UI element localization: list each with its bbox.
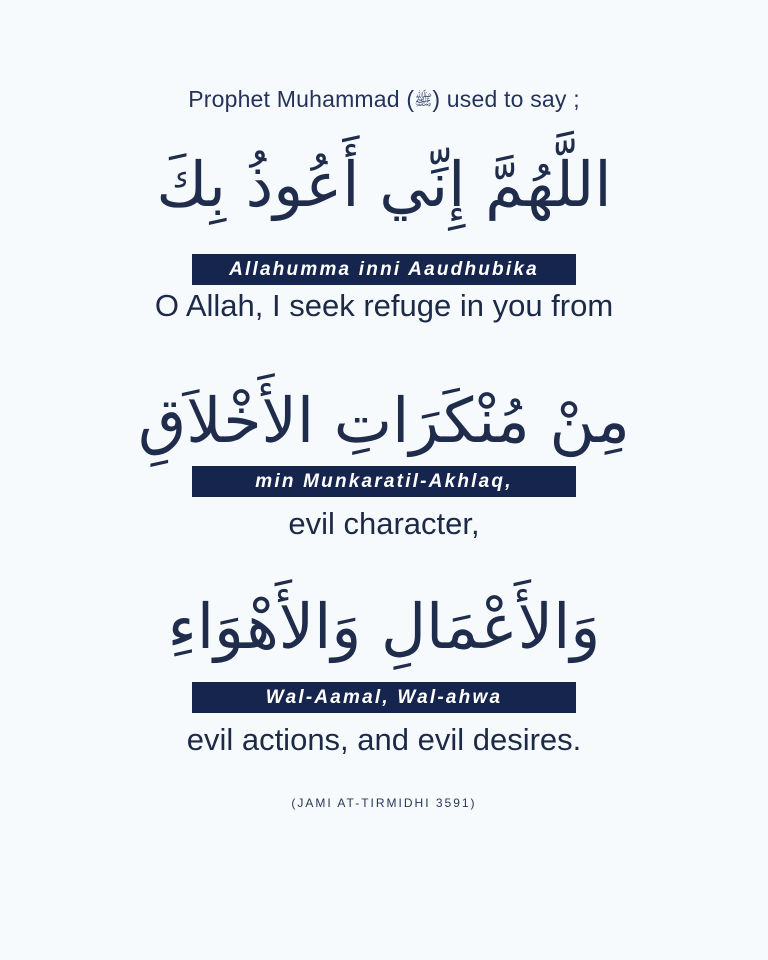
transliteration-band-2: min Munkaratil-Akhlaq, xyxy=(192,466,576,497)
intro-line xyxy=(0,86,768,113)
intro-text-end: ) used to say ; xyxy=(432,86,580,112)
translation-line-1: O Allah, I seek refuge in you from xyxy=(154,288,614,323)
arabic-line-3: وَالأَعْمَالِ وَالأَهْوَاءِ xyxy=(167,590,601,663)
translation-line-3: evil actions, and evil desires. xyxy=(186,722,582,757)
transliteration-band-3: Wal-Aamal, Wal-ahwa xyxy=(192,682,576,713)
translation-line-2: evil character, xyxy=(288,506,480,541)
hadith-source: (JAMI AT-TIRMIDHI 3591) xyxy=(291,796,477,810)
arabic-line-2: مِنْ مُنْكَرَاتِ الأَخْلاَقِ xyxy=(138,384,630,457)
transliteration-band-1: Allahumma inni Aaudhubika xyxy=(192,254,576,285)
arabic-line-1: اللَّهُمَّ إِنِّي أَعُوذُ بِكَ xyxy=(156,148,612,221)
pbuh-seal: ﷺ xyxy=(414,91,433,109)
intro-text-start: Prophet Muhammad ( xyxy=(188,86,415,112)
